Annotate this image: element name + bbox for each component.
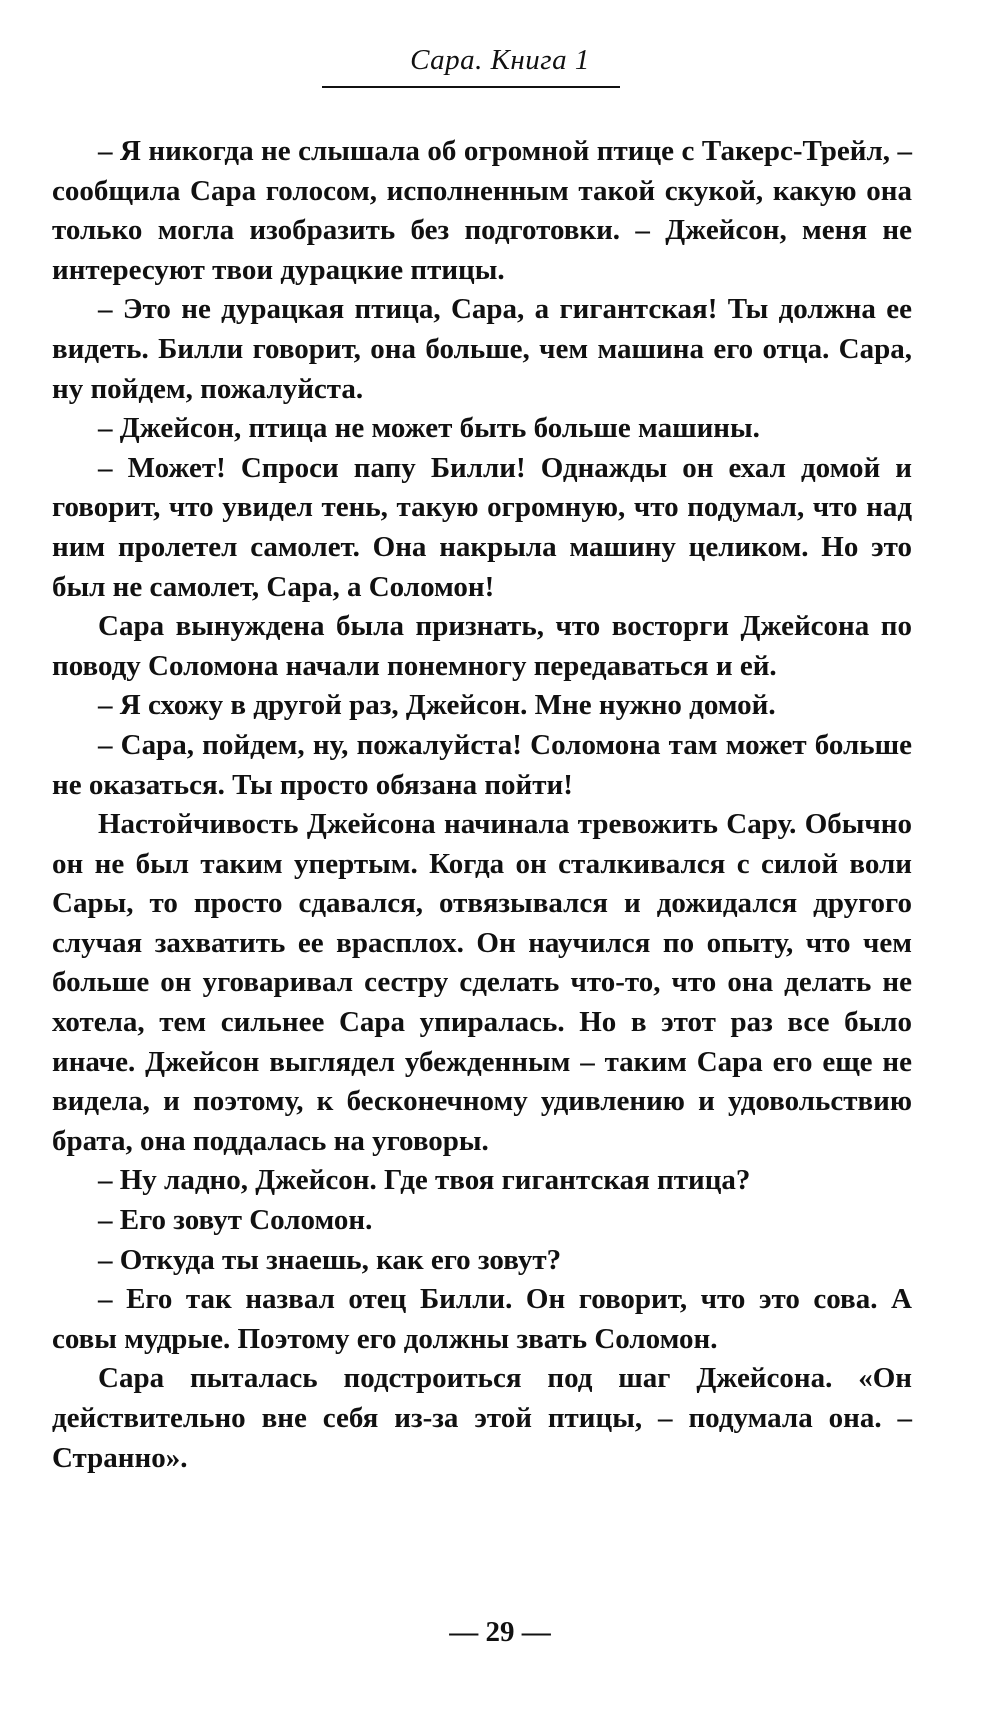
paragraph: – Его зовут Соломон. bbox=[98, 1204, 373, 1237]
page-number: — 29 — bbox=[449, 1616, 551, 1648]
paragraph: – Ну ладно, Джейсон. Где твоя гигантская птица? bbox=[98, 1164, 751, 1197]
paragraph: – Может! Спроси папу Билли! Однажды он ехал домой и говорит, что увидел тень, такую огромную, что подумал, что над ним пролетел самолет. Она накрыла машину целиком. Но это был не самолет, Сара, а Соломон! bbox=[52, 451, 912, 603]
paragraph: Сара вынуждена была признать, что восторги Джейсона по поводу Соломона начали понемногу передаваться и ей. bbox=[52, 610, 912, 682]
paragraph: – Это не дурацкая птица, Сара, а гигантская! Ты должна ее видеть. Билли говорит, она больше, чем машина его отца. Сара, ну пойдем, пожалуйста. bbox=[52, 293, 912, 405]
paragraph: Настойчивость Джейсона начинала тревожить Сару. Обычно он не был таким упертым. Когда он сталкивался с силой воли Сары, то просто сдавался, отвязывался и дожидался другого случая захватить ее врасплох. Он научился по опыту, что чем больше он уговаривал сестру сделать что-то, что она делать не хотела, тем сильнее Сара упиралась. Но в этот раз все было иначе. Джейсон выглядел убежденным – таким Сара его еще не видела, и поэтому, к бесконечному удивлению и удовольствию брата, она поддалась на уговоры. bbox=[52, 808, 912, 1157]
paragraph: Сара пыталась подстроиться под шаг Джейсона. «Он действительно вне себя из-за этой птицы, – подумала она. – Странно». bbox=[52, 1362, 912, 1474]
paragraph: – Джейсон, птица не может быть больше машины. bbox=[98, 412, 760, 445]
paragraph: – Я никогда не слышала об огромной птице с Такерс-Трейл, – сообщила Сара голосом, исполненным такой скукой, какую она только могла изобразить без подготовки. – Джейсон, меня не интересуют твои дурацкие птицы. bbox=[52, 135, 912, 286]
paragraph: – Сара, пойдем, ну, пожалуйста! Соломона там может больше не оказаться. Ты просто обязана пойти! bbox=[52, 728, 912, 801]
paragraph: – Я схожу в другой раз, Джейсон. Мне нужно домой. bbox=[98, 689, 776, 722]
paragraph: – Откуда ты знаешь, как его зовут? bbox=[98, 1243, 562, 1276]
paragraph: – Его так назвал отец Билли. Он говорит, что это сова. А совы мудрые. Поэтому его должны звать Соломон. bbox=[52, 1283, 912, 1355]
running-head: Сара. Книга 1 bbox=[410, 44, 590, 76]
body-text bbox=[52, 132, 912, 1478]
header-rule bbox=[322, 86, 620, 88]
